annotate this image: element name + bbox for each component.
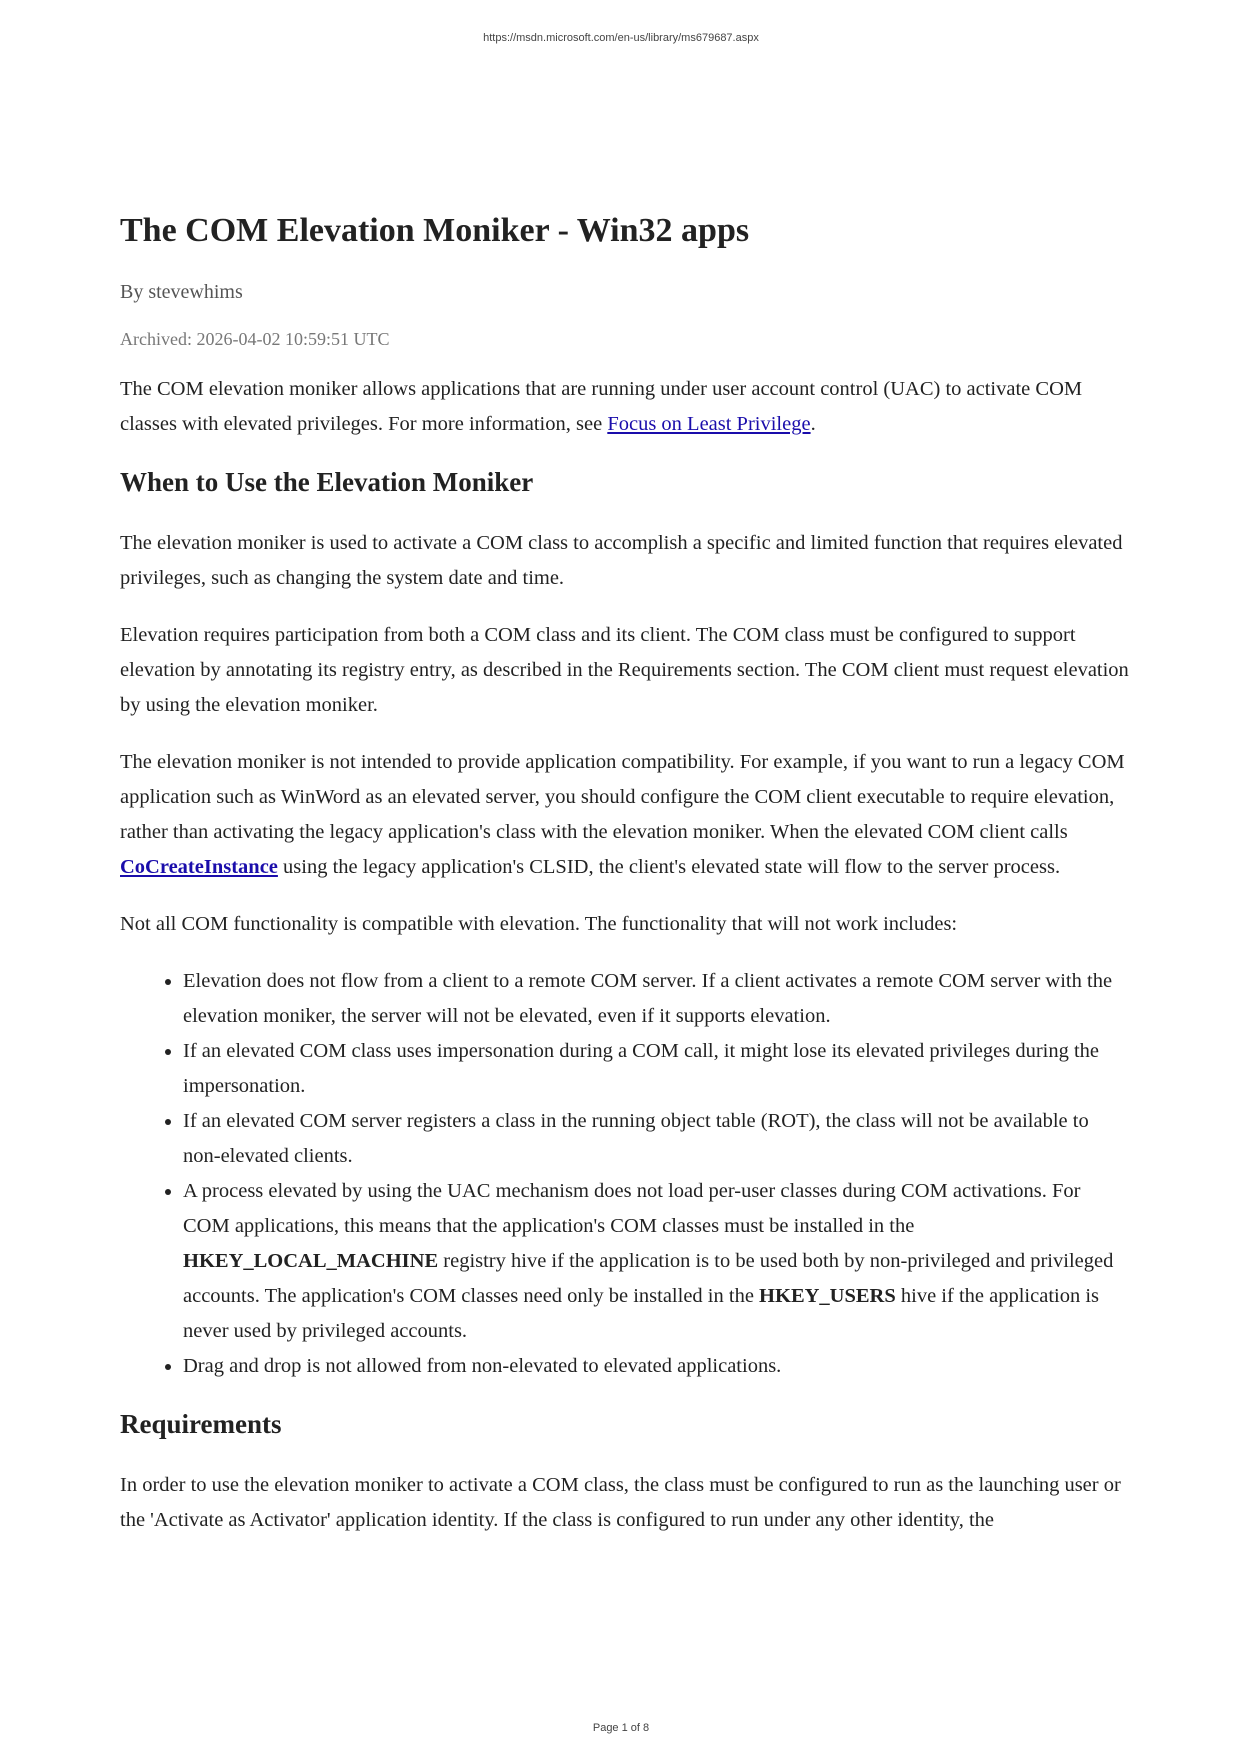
paragraph-text: The elevation moniker is not intended to provide application compatibility. For example, if you want to run a legacy COM application such as WinWord as an elevated server, you should configure the COM client executable to require elevation, rather than activating the legacy application's class with the elevation moniker. When the elevated COM client calls [120,751,1125,843]
list-item-text: hive if the application is never used by privileged accounts. [183,1285,1100,1342]
intro-paragraph [120,372,1130,442]
list-item [183,1174,1130,1349]
article [120,210,1130,1560]
author-byline: By stevewhims [120,281,243,303]
page-number: Page 1 of 8 [592,1722,650,1734]
limitations-list [120,964,1130,1384]
cocreateinstance-link[interactable]: CoCreateInstance [120,856,278,878]
paragraph: The elevation moniker is used to activate a COM class to accomplish a specific and limited function that requires elevated privileges, such as changing the system date and time. [120,532,1123,589]
registry-key-hklm: HKEY_LOCAL_MACHINE [183,1250,439,1272]
paragraph [120,745,1130,885]
archived-timestamp: Archived: 2026-04-02 10:59:51 UTC [120,329,390,349]
list-item: • Drag and drop is not allowed from non-elevated to elevated applications. [183,1349,1130,1384]
paragraph: Not all COM functionality is compatible with elevation. The functionality that will not work includes: [120,913,958,935]
paragraph: Elevation requires participation from both a COM class and its client. The COM class must be configured to support elevation by annotating its registry entry, as described in the Requirements section. The COM client must request elevation by using the elevation moniker. [120,624,1129,716]
section-heading-requirements: Requirements [120,1409,282,1439]
list-item-text: registry hive if the application is to be used both by non-privileged and privileged accounts. The application's COM classes need only be installed in the [183,1250,1114,1307]
intro-text-end: . [810,413,816,435]
paragraph: In order to use the elevation moniker to activate a COM class, the class must be configured to run as the launching user or the 'Activate as Activator' application identity. If the class is configured to run under any other identity, the [120,1474,1121,1531]
list-item: • If an elevated COM class uses impersonation during a COM call, it might lose its elevated privileges during the impersonation. [183,1034,1130,1104]
page-url: https://msdn.microsoft.com/en-us/library/ms679687.aspx [483,32,759,44]
section-heading-when: When to Use the Elevation Moniker [120,467,534,497]
intro-text: The COM elevation moniker allows applications that are running under user account control (UAC) to activate COM classes with elevated privileges. For more information, see [120,378,1083,435]
focus-least-privilege-link[interactable]: Focus on Least Privilege [607,413,811,435]
list-item: • If an elevated COM server registers a class in the running object table (ROT), the class will not be available to non-elevated clients. [183,1104,1130,1174]
list-item-text: A process elevated by using the UAC mechanism does not load per-user classes during COM activations. For COM applications, this means that the application's COM classes must be installed in the [183,1180,1081,1237]
registry-key-hku: HKEY_USERS [759,1285,896,1307]
list-item: • Elevation does not flow from a client to a remote COM server. If a client activates a remote COM server with the elevation moniker, the server will not be elevated, even if it supports elevation. [183,964,1130,1034]
page-title: The COM Elevation Moniker - Win32 apps [120,212,750,249]
paragraph-text: using the legacy application's CLSID, the client's elevated state will flow to the server process. [277,856,1061,878]
